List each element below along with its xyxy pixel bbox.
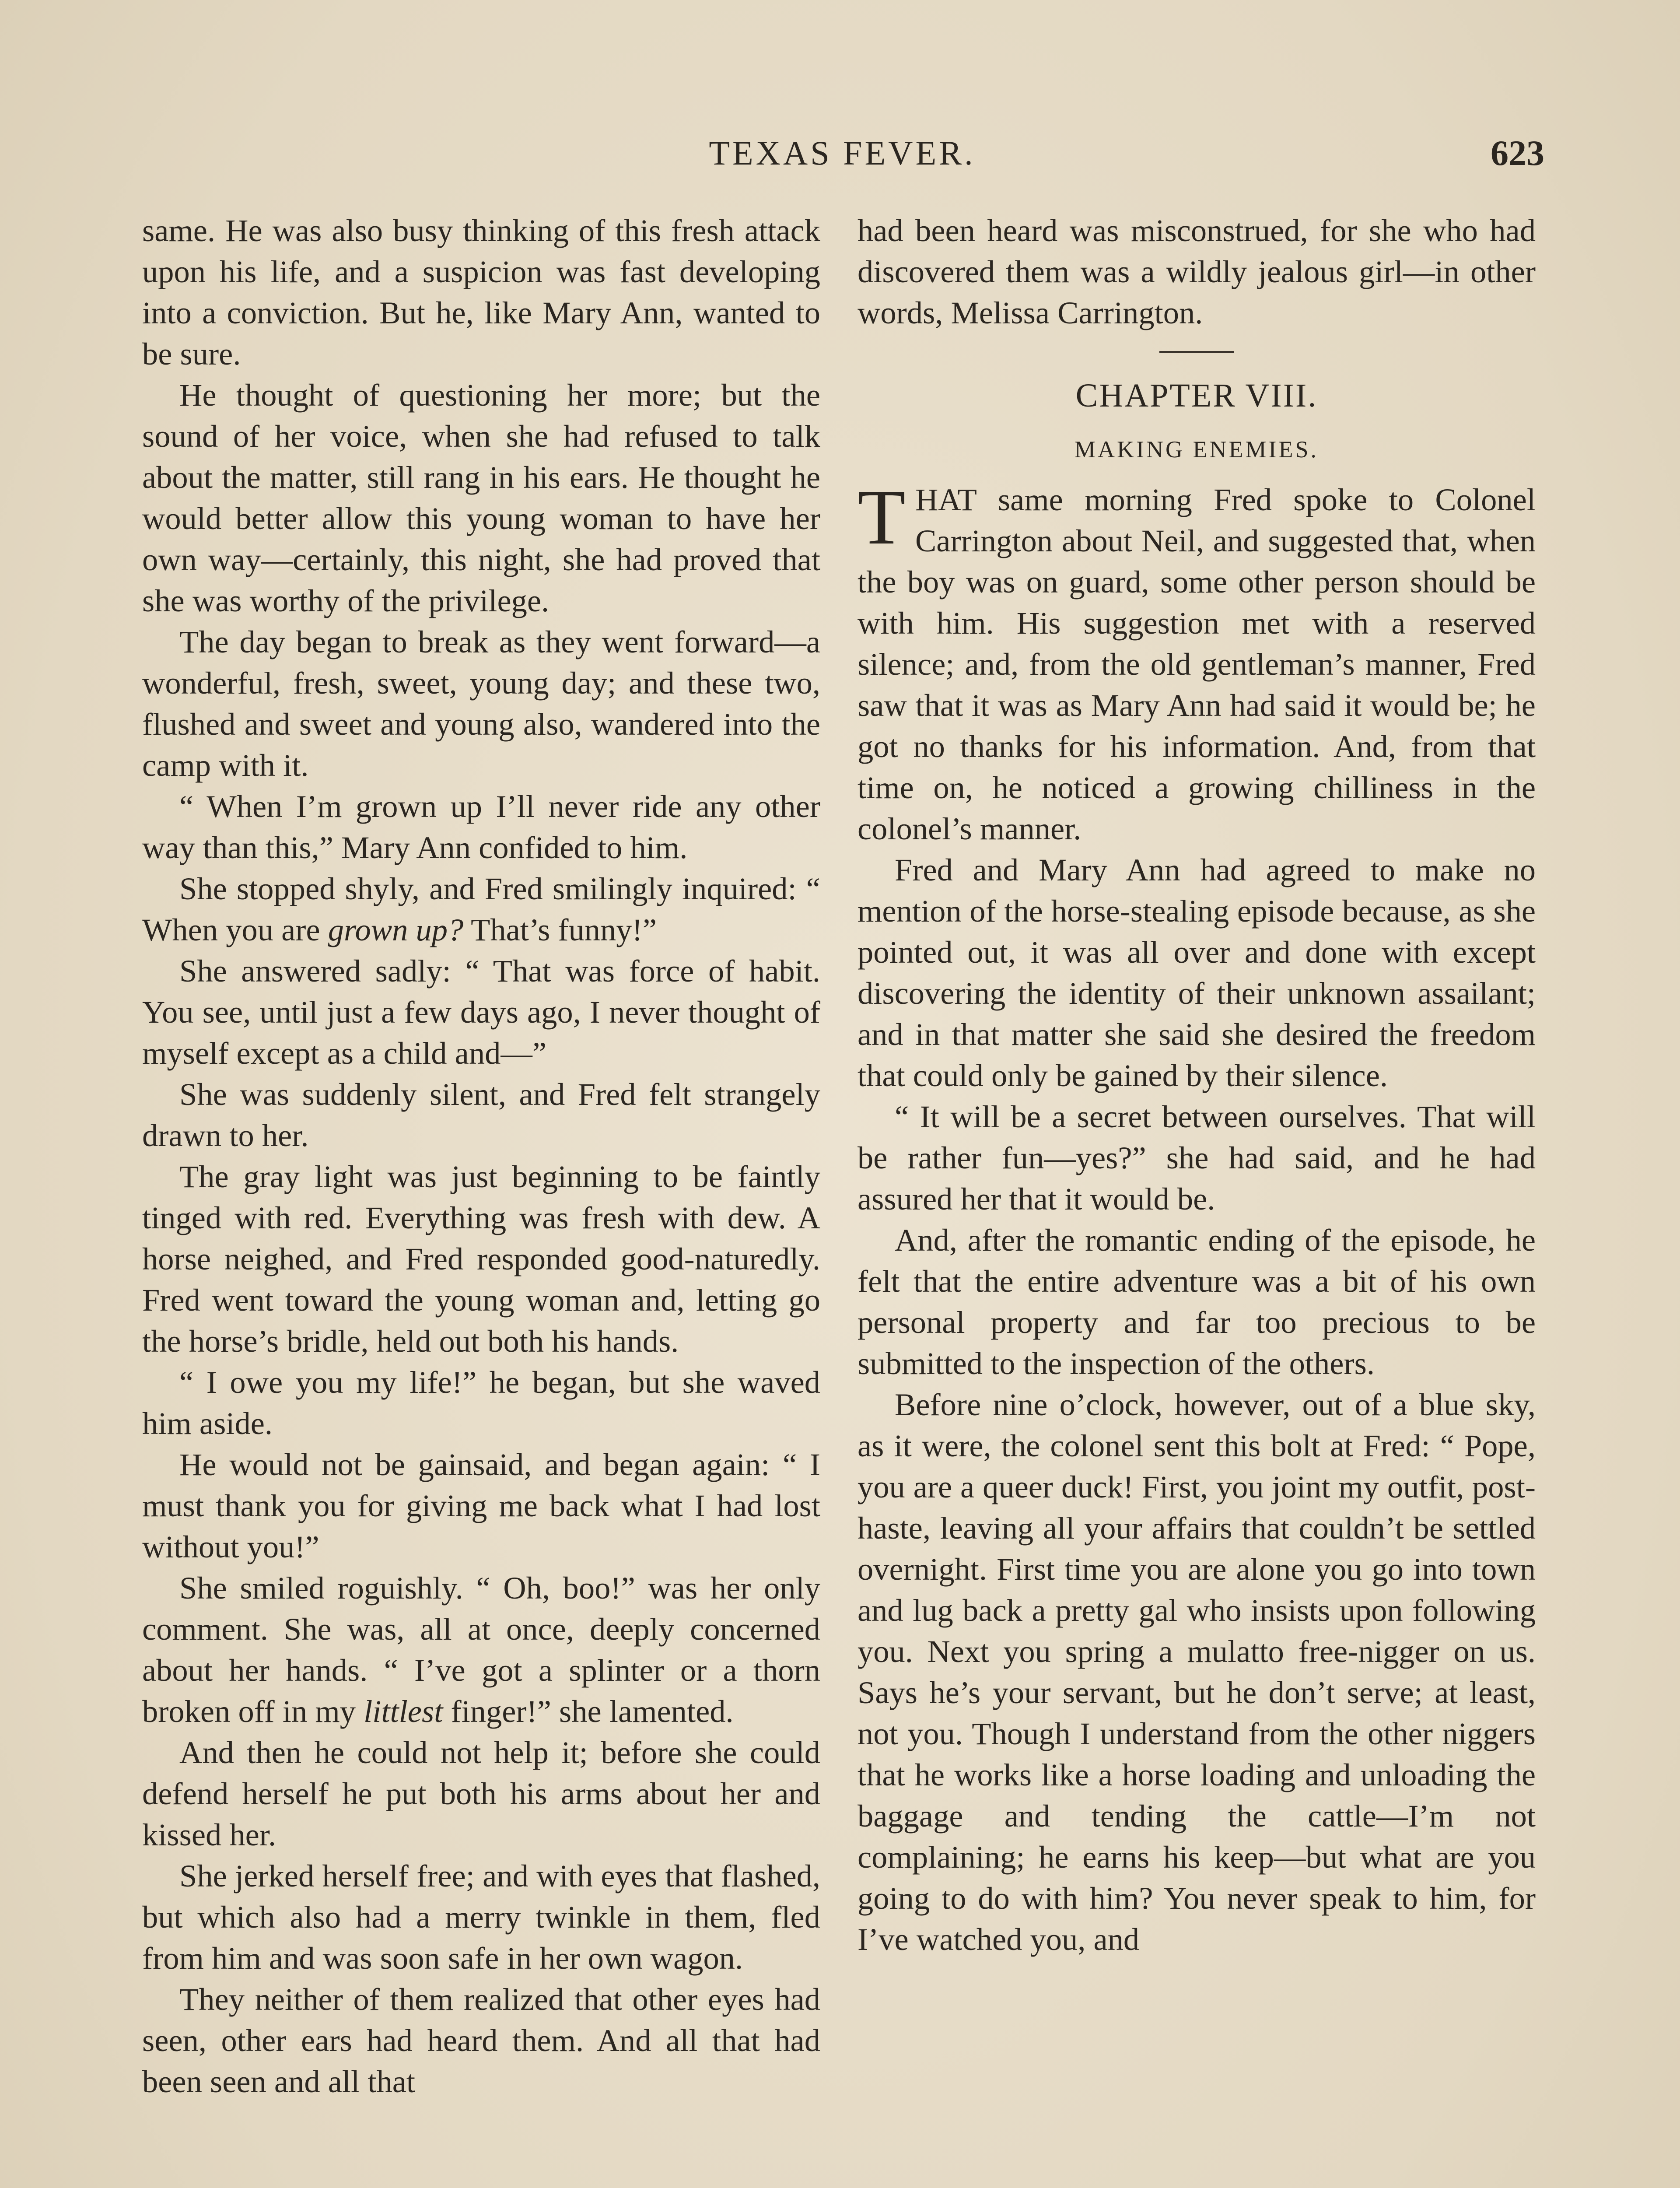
- paragraph: She was suddenly silent, and Fred felt strangely drawn to her.: [142, 1076, 820, 1153]
- paragraph: “ It will be a secret between ourselves. That will be rather fun—yes?” she had said, and he had assured her that it would be.: [858, 1099, 1536, 1217]
- text-run: She smiled roguishly. “ Oh, boo!” was her only comment. She was, all at once, deeply concerned about her hands. “ I’ve got a splinter or a thorn broken off in my: [142, 1570, 820, 1729]
- paragraph: Before nine o’clock, however, out of a blue sky, as it were, the colonel sent this bolt at Fred: “ Pope, you are a queer duck! First, you joint my outfit, post-haste, leaving all your affairs that couldn’t be settled overnight. First time you are alone you go into town and lug back a pretty gal who insists upon following you. Next you spring a mulatto free-nigger on us. Says he’s your servant, but he don’t serve; at least, not you. Though I understand from the other niggers that he works like a horse loading and unloading the baggage and tending the cattle—I’m not complaining; he earns his keep—but what are you going to do with him? You never speak to him, for I’ve watched you, and: [858, 1387, 1536, 1957]
- paragraph: same. He was also busy thinking of this fresh attack upon his life, and a suspicion was fast developing into a conviction. But he, like Mary Ann, wanted to be sure.: [142, 213, 820, 372]
- left-column: [142, 210, 820, 2102]
- page-number: 623: [1491, 133, 1544, 173]
- chapter-title: CHAPTER VIII.: [1075, 377, 1318, 414]
- paragraph: [142, 1567, 820, 1732]
- text-run: HAT same morning Fred spoke to Colonel Carrington about Neil, and suggested that, when the boy was on guard, some other person should be with him. His suggestion met with a reserved silence; and, from the old gentleman’s manner, Fred saw that it was as Mary Ann had said it would be; he got no thanks for his information. And, from that time on, he noticed a growing chilliness in the colonel’s manner.: [858, 482, 1536, 846]
- paragraph: And then he could not help it; before she could defend herself he put both his arms about her and kissed her.: [142, 1735, 820, 1852]
- paragraph: Fred and Mary Ann had agreed to make no mention of the horse-stealing episode because, as she pointed out, it was all over and done with except discovering the identity of their unknown assailant; and in that matter she said she desired the freedom that could only be gained by their silence.: [858, 852, 1536, 1093]
- section-divider: [1159, 351, 1234, 353]
- paragraph: “ I owe you my life!” he began, but she waved him aside.: [142, 1364, 820, 1441]
- paragraph: “ When I’m grown up I’ll never ride any other way than this,” Mary Ann confided to him.: [142, 789, 820, 865]
- paragraph: He would not be gainsaid, and began again: “ I must thank you for giving me back what I had lost without you!”: [142, 1447, 820, 1564]
- paragraph: The day began to break as they went forward—a wonderful, fresh, sweet, young day; and these two, flushed and sweet and young also, wandered into the camp with it.: [142, 624, 820, 783]
- paragraph: He thought of questioning her more; but the sound of her voice, when she had refused to talk about the matter, still rang in his ears. He thought he would better allow this young woman to have her own way—certainly, this night, she had proved that she was worthy of the privilege.: [142, 377, 820, 618]
- paragraph: had been heard was misconstrued, for she who had discovered them was a wildly jealous girl—in other words, Melissa Carrington.: [858, 213, 1536, 330]
- paragraph: They neither of them realized that other eyes had seen, other ears had heard them. And all that had been seen and all that: [142, 1981, 820, 2099]
- paragraph: The gray light was just beginning to be faintly tinged with red. Everything was fresh with dew. A horse neighed, and Fred responded good-naturedly. Fred went toward the young woman and, letting go the horse’s bridle, held out both his hands.: [142, 1159, 820, 1359]
- text-run: finger!” she lamented.: [451, 1694, 734, 1729]
- text-run: That’s funny!”: [471, 912, 657, 947]
- paragraph: She answered sadly: “ That was force of habit. You see, until just a few days ago, I never thought of myself except as a child and—”: [142, 953, 820, 1071]
- paragraph: And, after the romantic ending of the episode, he felt that the entire adventure was a bit of his own personal property and far too precious to be submitted to the inspection of the others.: [858, 1222, 1536, 1381]
- paragraph: She jerked herself free; and with eyes that flashed, but which also had a merry twinkle in them, fled from him and was soon safe in her own wagon.: [142, 1858, 820, 1976]
- paragraph: [142, 868, 820, 950]
- page-header: [140, 131, 1544, 179]
- drop-cap: T: [858, 473, 906, 561]
- italic-text: grown up?: [328, 912, 464, 947]
- text-run: She stopped shyly, and Fred smilingly inquired: “ When you are: [142, 871, 820, 947]
- paragraph: [858, 473, 1536, 849]
- chapter-subtitle: MAKING ENEMIES.: [1074, 436, 1319, 463]
- running-title: TEXAS FEVER.: [709, 134, 976, 172]
- right-column: [858, 210, 1536, 1960]
- italic-text: littlest: [364, 1694, 443, 1729]
